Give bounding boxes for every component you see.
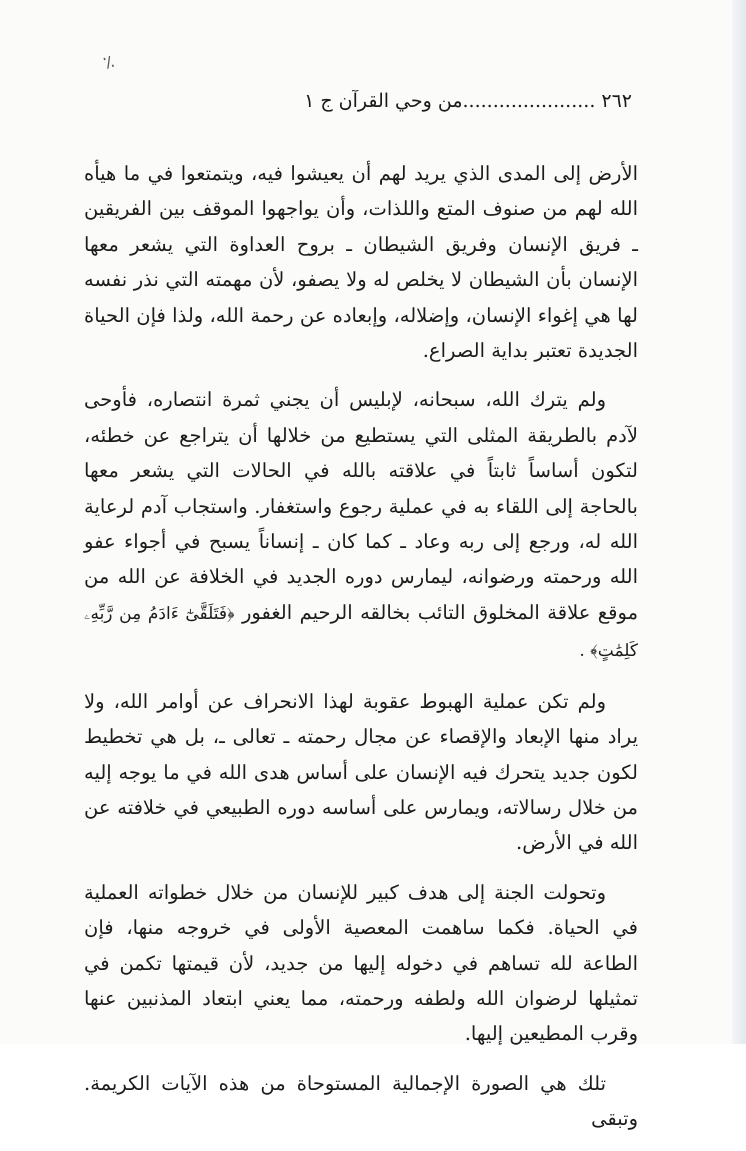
page-number: ٢٦٢: [601, 90, 632, 112]
book-title: من وحي القرآن ج ١: [304, 90, 463, 112]
quran-verse: ﴿فَتَلَقَّىٰٓ ءَادَمُ مِن رَّبِّهِۦ كَلِمَٰتٍ﴾ .: [84, 603, 638, 662]
paragraph: الأرض إلى المدى الذي يريد لهم أن يعيشوا فيه، ويتمتعوا في ما هيأه الله لهم من صنوف المتع واللذات، وأن يواجهوا الموقف بين الفريقين ـ فريق الإنسان وفريق الشيطان ـ بروح العداوة التي يشعر معها الإنسان بأن الشيطان لا يخلص له ولا يصفو، لأن مهمته التي نذر نفسه لها هي إغواء الإنسان، وإضلاله، وإبعاده عن رحمة الله، ولذا فإن الحياة الجديدة تعتبر بداية الصراع.: [84, 162, 638, 363]
paragraph: ولم تكن عملية الهبوط عقوبة لهذا الانحراف عن أوامر الله، ولا يراد منها الإبعاد والإقصاء عن مجال رحمته ـ تعالى ـ، بل هي تخطيط لكون جديد يتحرك فيه الإنسان على أساس هدى الله في ما يوجه إليه من خلال رسالاته، ويمارس على أساسه دوره الطبيعي في خلافته عن الله في الأرض.: [84, 689, 638, 855]
paragraph: وتحولت الجنة إلى هدف كبير للإنسان من خلال خطواته العملية في الحياة. فكما ساهمت المعصية الأولى في خروجه منها، فإن الطاعة لله تساهم في دخوله إليها من جديد، لأن قيمتها تكمن في تمثيلها لرضوان الله ولطفه ورحمته، مما يعني ابتعاد المذنبين عنها وقرب المطيعين إليها.: [84, 880, 638, 1046]
paragraph: تلك هي الصورة الإجمالية المستوحاة من هذه الآيات الكريمة. وتبقى: [84, 1071, 638, 1131]
paragraph: [84, 382, 638, 669]
paragraph-text: ولم يترك الله، سبحانه، لإبليس أن يجني ثمرة انتصاره، فأوحى لآدم بالطريقة المثلى التي يستطيع من خلالها أن يتراجع عن خطئه، لتكون أساساً ثابتاً في علاقته بالله في الحالات التي يشعر معها بالحاجة إلى اللقاء به في عملية رجوع واستغفار. واستجاب آدم لرعاية الله له، ورجع إلى ربه وعاد ـ كما كان ـ إنساناً يسبح في أجواء عفو الله ورحمته ورضوانه، ليمارس دوره الجديد في الخلافة عن الله من موقع علاقة المخلوق التائب بخالقه الرحيم الغفور: [84, 388, 639, 624]
body-text: [84, 156, 638, 1151]
corner-mark: ٪: [100, 50, 117, 75]
page-edge: [732, 0, 746, 1044]
dot-leader: ......................: [462, 90, 596, 112]
running-head: [88, 90, 632, 120]
